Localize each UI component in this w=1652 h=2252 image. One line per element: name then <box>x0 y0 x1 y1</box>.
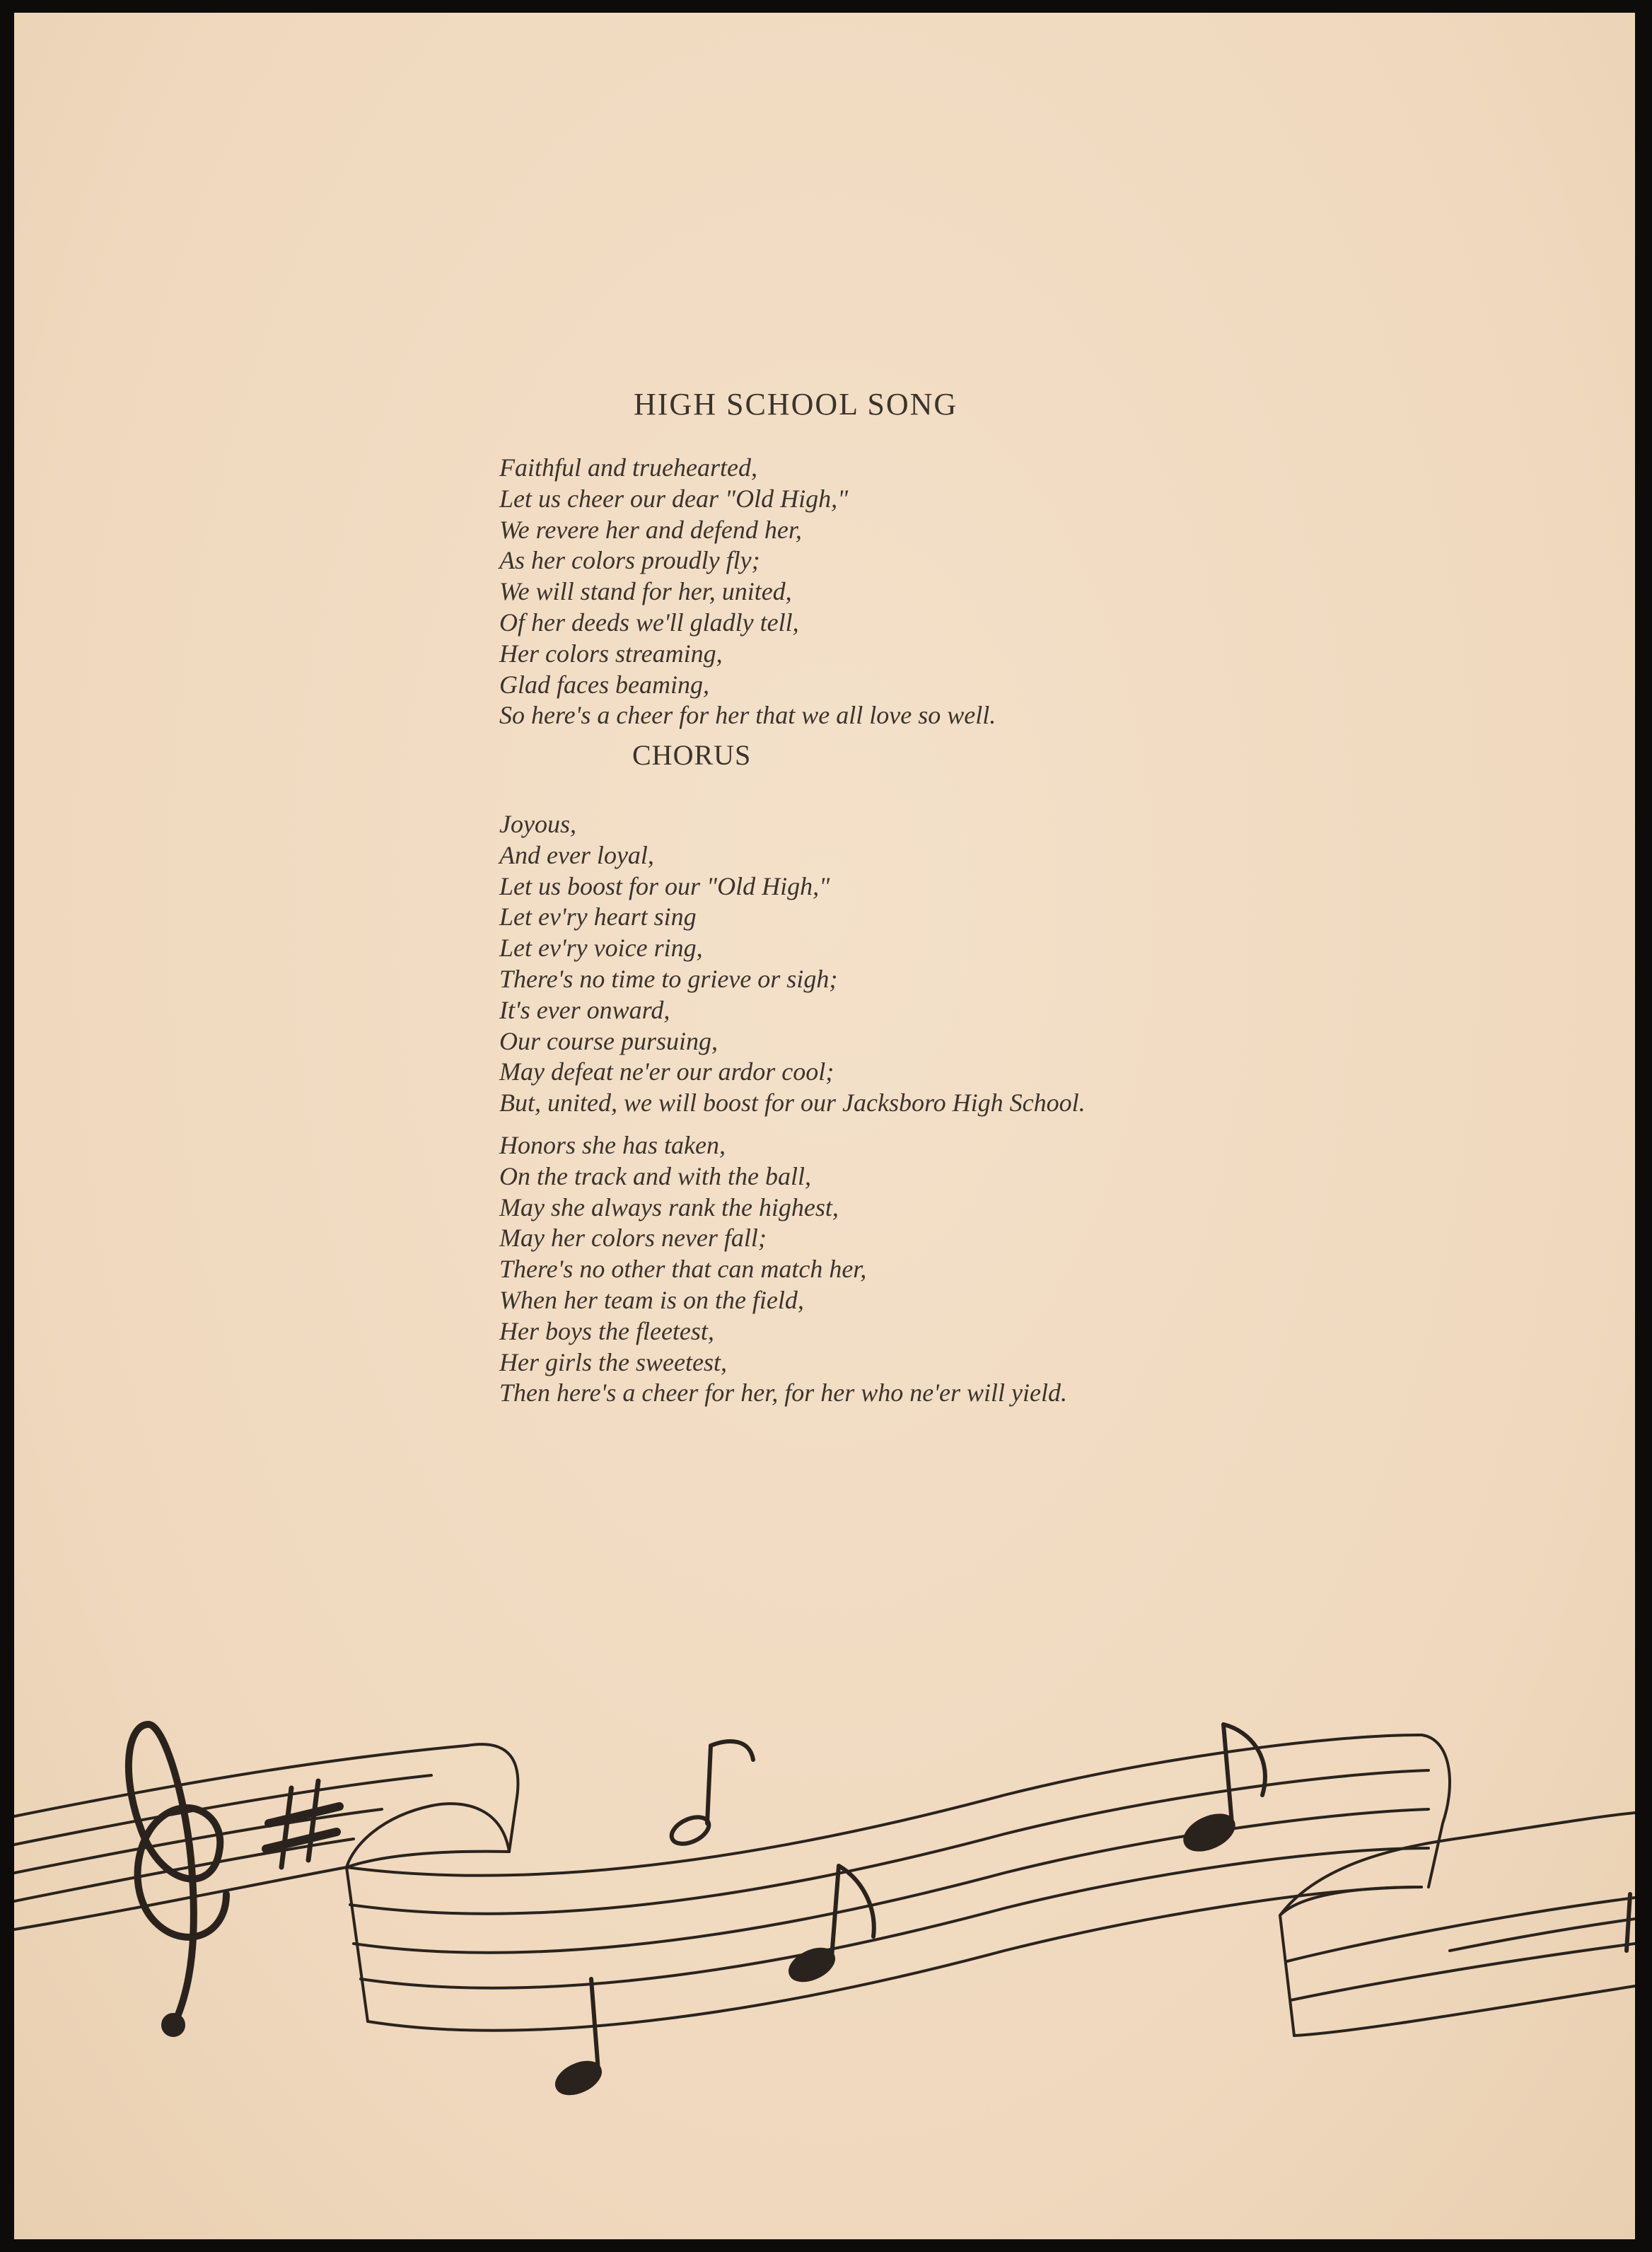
lyric-line: But, united, we will boost for our Jacksboro High School. <box>499 1089 1086 1118</box>
lyric-line: It's ever onward, <box>499 995 670 1024</box>
lyric-line: Our course pursuing, <box>499 1026 719 1055</box>
lyric-line: Joyous, <box>499 810 576 838</box>
eighth-note-icon <box>552 1724 1630 2099</box>
lyric-line: Let us boost for our "Old High," <box>499 871 830 900</box>
lyric-line: Her colors streaming, <box>499 639 723 668</box>
lyric-line: Faithful and truehearted, <box>499 453 757 482</box>
lyric-line: May her colors never fall; <box>499 1224 767 1253</box>
verse-1 <box>499 453 996 731</box>
lyric-line: May she always rank the highest, <box>499 1192 839 1221</box>
lyric-line: Let us cheer our dear "Old High," <box>499 484 849 513</box>
sharp-sign-icon <box>266 1781 339 1867</box>
lyric-line: When her team is on the field, <box>499 1285 804 1314</box>
verse-2 <box>499 1130 1067 1409</box>
lyric-line: We revere her and defend her, <box>499 515 802 544</box>
ribbon-fold-right <box>1280 1735 1635 2036</box>
lyric-line: As her colors proudly fly; <box>499 546 760 575</box>
scanned-page <box>14 13 1635 2239</box>
lyric-line: Let ev'ry heart sing <box>499 902 697 931</box>
lyric-line: There's no other that can match her, <box>499 1255 867 1284</box>
lyric-line: There's no time to grieve or sigh; <box>499 964 838 993</box>
chorus-heading: CHORUS <box>632 739 752 771</box>
lyric-line: Of her deeds we'll gladly tell, <box>499 608 799 637</box>
music-staff-ribbon-icon <box>14 1682 1635 2106</box>
lyric-line: Let ev'ry voice ring, <box>499 934 703 963</box>
lyric-line: Glad faces beaming, <box>499 670 709 699</box>
lyric-line: So here's a cheer for her that we all love so well. <box>499 701 996 730</box>
chorus <box>499 809 1086 1119</box>
lyric-line: And ever loyal, <box>499 840 654 869</box>
lyric-line: Her boys the fleetest, <box>499 1316 714 1345</box>
staff-lines-left <box>14 1746 467 1929</box>
treble-clef-icon <box>129 1724 226 2033</box>
lyric-line: Honors she has taken, <box>499 1131 726 1159</box>
lyric-line: Then here's a cheer for her, for her who ne'er will yield. <box>499 1379 1067 1408</box>
lyric-line: We will stand for her, united, <box>499 577 792 606</box>
lyric-line: May defeat ne'er our ardor cool; <box>499 1057 834 1086</box>
song-title: HIGH SCHOOL SONG <box>634 387 958 422</box>
lyric-line: On the track and with the ball, <box>499 1161 811 1190</box>
lyric-line: Her girls the sweetest, <box>499 1347 727 1376</box>
